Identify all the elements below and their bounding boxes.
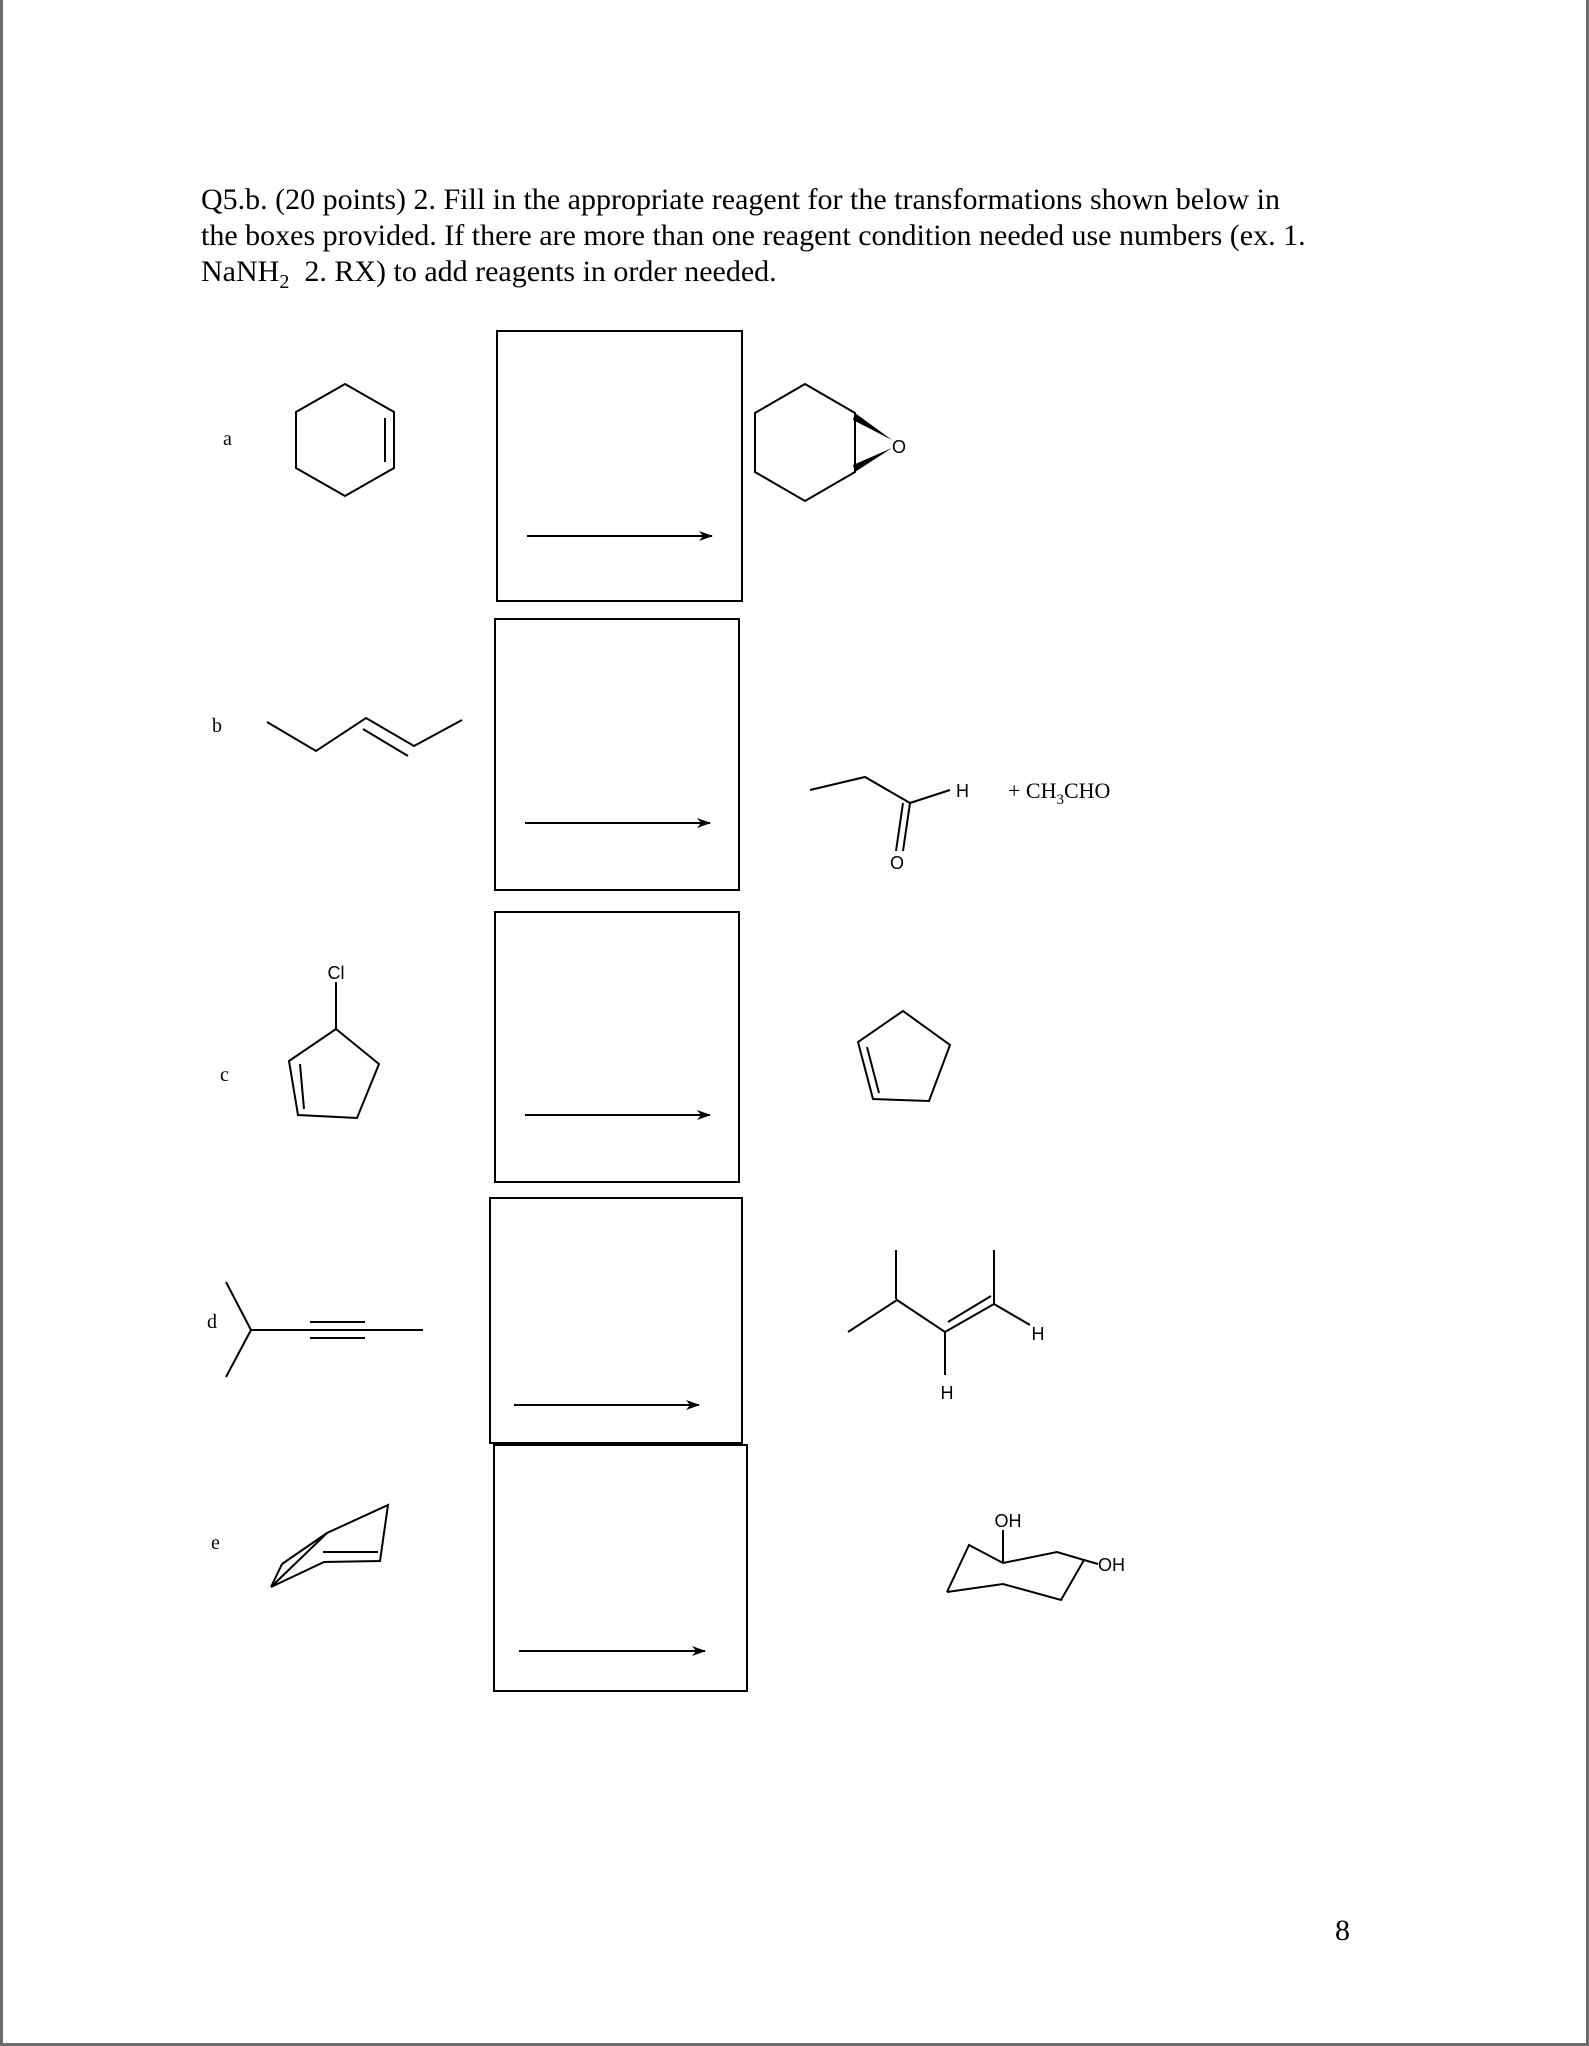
atom-cl: Cl bbox=[327, 963, 345, 983]
subscript-2: 2 bbox=[279, 271, 290, 293]
reagent-box-b[interactable] bbox=[495, 619, 739, 890]
atom-o-aldehyde: O bbox=[889, 853, 905, 873]
atom-h-vinyl-1: H bbox=[1031, 1324, 1045, 1344]
diol-chair-product bbox=[947, 1511, 1125, 1600]
question-line-3-rest: 2. RX) to add reagents in order needed. bbox=[289, 255, 777, 288]
reagent-box-e[interactable] bbox=[494, 1445, 747, 1691]
propanal-product bbox=[810, 777, 969, 873]
atom-oh-equatorial: OH bbox=[1098, 1555, 1125, 1575]
atom-h-vinyl-2: H bbox=[940, 1383, 954, 1403]
atom-oh-axial: OH bbox=[994, 1511, 1022, 1531]
cyclohexene-oxide-product bbox=[755, 384, 906, 501]
cyclopentene-product bbox=[858, 1011, 950, 1101]
reagent-box-c[interactable] bbox=[495, 912, 739, 1182]
row-label-e: e bbox=[211, 1532, 220, 1554]
alkene-product-d bbox=[848, 1250, 1045, 1403]
atom-o-epoxide: O bbox=[891, 437, 907, 457]
methylpentyne-reactant bbox=[226, 1282, 423, 1377]
atom-h-aldehyde: H bbox=[956, 781, 969, 801]
reagent-nanh: NaNH bbox=[201, 255, 280, 288]
row-label-b: b bbox=[212, 715, 222, 737]
row-label-d: d bbox=[207, 1311, 217, 1333]
cyclohexene-reactant bbox=[296, 384, 394, 496]
reagent-box-a[interactable] bbox=[497, 331, 742, 601]
row-label-a: a bbox=[223, 428, 232, 450]
page-number: 8 bbox=[1335, 1914, 1350, 1947]
cyclohexene-chair-reactant bbox=[271, 1505, 388, 1587]
question-line-1: Q5.b. (20 points) 2. Fill in the appropriate reagent for the transformations shown below in bbox=[201, 183, 1280, 216]
chlorocyclopentene-reactant bbox=[289, 963, 379, 1118]
question-line-2: the boxes provided. If there are more than one reagent condition needed use numbers (ex. 1. bbox=[201, 219, 1306, 252]
acetaldehyde-coproduct: + $CH_3CHO$ bbox=[1008, 778, 1111, 808]
reagent-box-d[interactable] bbox=[490, 1198, 742, 1443]
row-label-c: c bbox=[220, 1064, 229, 1086]
pentene-reactant bbox=[267, 718, 462, 756]
